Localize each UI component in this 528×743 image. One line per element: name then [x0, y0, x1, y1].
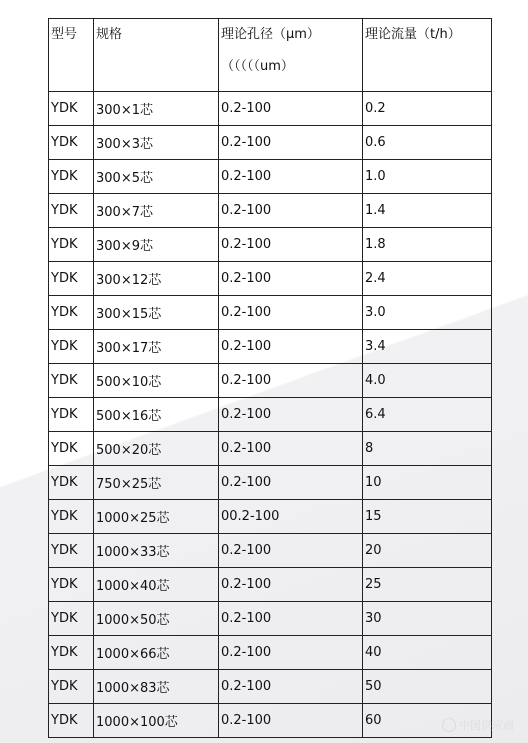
cell-pore-size: 0.2-100	[219, 228, 363, 262]
table-row	[49, 296, 492, 330]
cell-pore-size: 0.2-100	[219, 296, 363, 330]
cell-model: YDK	[49, 126, 94, 160]
cell-pore-size: 00.2-100	[219, 500, 363, 534]
spec-table	[48, 18, 492, 738]
cell-spec: 300×15芯	[94, 296, 219, 330]
table-row	[49, 432, 492, 466]
cell-spec: 300×3芯	[94, 126, 219, 160]
cell-spec: 500×16芯	[94, 398, 219, 432]
cell-flow: 15	[363, 500, 492, 534]
header-pore-size-line2: （（（（（um）	[221, 59, 294, 74]
watermark	[442, 717, 514, 733]
cell-model: YDK	[49, 92, 94, 126]
cell-flow: 1.4	[363, 194, 492, 228]
cell-spec: 1000×66芯	[94, 636, 219, 670]
cell-model: YDK	[49, 364, 94, 398]
cell-pore-size: 0.2-100	[219, 364, 363, 398]
cell-pore-size: 0.2-100	[219, 568, 363, 602]
cell-spec: 300×5芯	[94, 160, 219, 194]
cell-flow: 60	[363, 704, 492, 738]
cell-pore-size: 0.2-100	[219, 602, 363, 636]
cell-model: YDK	[49, 228, 94, 262]
cell-model: YDK	[49, 194, 94, 228]
cell-flow: 20	[363, 534, 492, 568]
cell-model: YDK	[49, 602, 94, 636]
table-row	[49, 364, 492, 398]
cell-flow: 3.0	[363, 296, 492, 330]
cell-model: YDK	[49, 262, 94, 296]
cell-model: YDK	[49, 296, 94, 330]
cell-spec: 300×7芯	[94, 194, 219, 228]
cell-flow: 30	[363, 602, 492, 636]
cell-flow: 50	[363, 670, 492, 704]
cell-model: YDK	[49, 398, 94, 432]
cell-flow: 40	[363, 636, 492, 670]
cell-model: YDK	[49, 636, 94, 670]
cell-spec: 300×1芯	[94, 92, 219, 126]
cell-spec: 500×20芯	[94, 432, 219, 466]
cell-model: YDK	[49, 500, 94, 534]
cell-pore-size: 0.2-100	[219, 670, 363, 704]
cell-pore-size: 0.2-100	[219, 466, 363, 500]
table-row	[49, 262, 492, 296]
header-pore-size	[219, 19, 363, 92]
cell-flow: 2.4	[363, 262, 492, 296]
cell-pore-size: 0.2-100	[219, 704, 363, 738]
cell-pore-size: 0.2-100	[219, 126, 363, 160]
table-row	[49, 670, 492, 704]
spec-table-container	[48, 18, 492, 738]
cell-model: YDK	[49, 704, 94, 738]
table-row	[49, 704, 492, 738]
table-row	[49, 636, 492, 670]
cell-flow: 3.4	[363, 330, 492, 364]
header-pore-size-line1: 理论孔径（μm）	[221, 27, 320, 42]
cell-spec: 1000×100芯	[94, 704, 219, 738]
cell-spec: 1000×50芯	[94, 602, 219, 636]
cell-spec: 1000×33芯	[94, 534, 219, 568]
cell-pore-size: 0.2-100	[219, 92, 363, 126]
cell-flow: 8	[363, 432, 492, 466]
cell-flow: 4.0	[363, 364, 492, 398]
cell-spec: 1000×25芯	[94, 500, 219, 534]
header-spec: 规格	[94, 19, 219, 92]
cell-pore-size: 0.2-100	[219, 432, 363, 466]
cell-pore-size: 0.2-100	[219, 330, 363, 364]
cell-pore-size: 0.2-100	[219, 534, 363, 568]
header-flow: 理论流量（t/h）	[363, 19, 492, 92]
table-row	[49, 126, 492, 160]
table-row	[49, 568, 492, 602]
cell-pore-size: 0.2-100	[219, 194, 363, 228]
table-row	[49, 194, 492, 228]
cell-flow: 0.6	[363, 126, 492, 160]
cell-spec: 1000×83芯	[94, 670, 219, 704]
cell-spec: 300×9芯	[94, 228, 219, 262]
cell-pore-size: 0.2-100	[219, 636, 363, 670]
table-row	[49, 534, 492, 568]
table-row	[49, 466, 492, 500]
table-row	[49, 92, 492, 126]
cell-model: YDK	[49, 330, 94, 364]
cell-spec: 300×17芯	[94, 330, 219, 364]
cell-pore-size: 0.2-100	[219, 398, 363, 432]
cell-flow: 1.8	[363, 228, 492, 262]
table-row	[49, 602, 492, 636]
cell-spec: 1000×40芯	[94, 568, 219, 602]
table-row	[49, 160, 492, 194]
table-row	[49, 398, 492, 432]
cell-model: YDK	[49, 670, 94, 704]
cell-flow: 0.2	[363, 92, 492, 126]
table-body	[49, 92, 492, 738]
cell-spec: 500×10芯	[94, 364, 219, 398]
table-row	[49, 228, 492, 262]
cell-pore-size: 0.2-100	[219, 160, 363, 194]
cell-model: YDK	[49, 534, 94, 568]
watermark-logo-icon	[442, 718, 456, 732]
table-header-row	[49, 19, 492, 92]
cell-flow: 25	[363, 568, 492, 602]
cell-flow: 10	[363, 466, 492, 500]
cell-pore-size: 0.2-100	[219, 262, 363, 296]
cell-model: YDK	[49, 432, 94, 466]
watermark-text: 中国供应商	[459, 719, 514, 732]
cell-spec: 750×25芯	[94, 466, 219, 500]
cell-model: YDK	[49, 160, 94, 194]
cell-model: YDK	[49, 466, 94, 500]
cell-spec: 300×12芯	[94, 262, 219, 296]
table-row	[49, 330, 492, 364]
cell-model: YDK	[49, 568, 94, 602]
header-model: 型号	[49, 19, 94, 92]
cell-flow: 1.0	[363, 160, 492, 194]
table-row	[49, 500, 492, 534]
cell-flow: 6.4	[363, 398, 492, 432]
